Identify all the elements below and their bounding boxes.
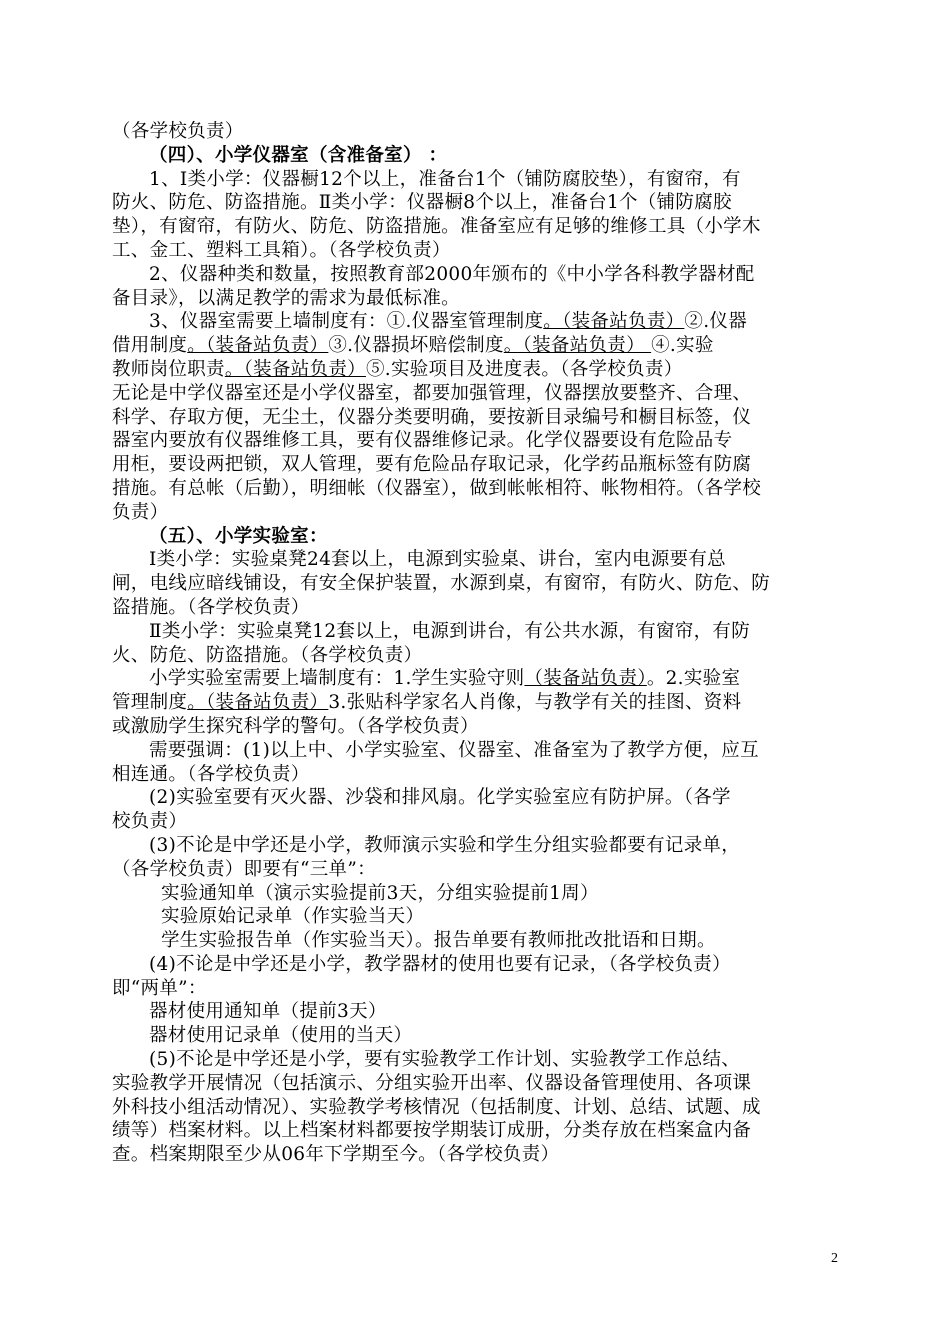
text-segment: ②.仪器	[684, 311, 748, 333]
text-segment: 科学、存取方便，无尘土，仪器分类要明确，要按新目录编号和橱目标签，仪	[112, 406, 752, 428]
text-segment: 校负责）	[112, 811, 188, 833]
underlined-note: 。（装备站负责）	[187, 692, 329, 714]
text-line	[112, 858, 842, 882]
text-segment: ④.实验	[651, 335, 714, 357]
text-segment: 用柜，要设两把锁，双人管理，要有危险品存取记录，化学药品瓶标签有防腐	[112, 454, 752, 476]
text-line	[112, 358, 842, 382]
underlined-note: （装备站负责）	[524, 668, 647, 690]
text-segment: 管理制度	[112, 692, 188, 714]
text-segment: 器材使用通知单（提前3天）	[149, 1001, 387, 1023]
text-line	[112, 453, 842, 477]
text-segment: 或激励学生探究科学的警句。（各学校负责）	[112, 715, 479, 737]
text-line	[112, 548, 842, 572]
text-line	[112, 334, 842, 358]
text-segment: (3)不论是中学还是小学，教师演示实验和学生分组实验都要有记录单，	[149, 834, 741, 856]
text-line	[112, 834, 842, 858]
underlined-note: 。（装备站负责）	[503, 335, 652, 357]
text-segment: 措施。有总帐（后勤），明细帐（仪器室），做到帐帐相符、帐物相符。（各学校	[112, 477, 762, 499]
text-segment: 负责）	[112, 501, 169, 523]
text-segment: 垫），有窗帘，有防火、防危、防盗措施。准备室应有足够的维修工具（小学木	[112, 216, 761, 238]
text-segment: 备目录》，以满足教学的需求为最低标准。	[112, 287, 460, 309]
text-line	[112, 882, 842, 906]
text-segment: 2、仪器种类和数量，按照教育部2000年颁布的《中小学各科教学器材配	[149, 263, 755, 285]
section-heading	[112, 144, 842, 168]
text-segment: （五）、小学实验室：	[149, 525, 328, 547]
text-line	[112, 310, 842, 334]
text-segment: 无论是中学仪器室还是小学仪器室，都要加强管理，仪器摆放要整齐、合理、	[112, 382, 752, 404]
text-segment: 绩等）档案材料。以上档案材料都要按学期装订成册，分类存放在档案盒内备	[112, 1120, 752, 1142]
text-segment: (2)实验室要有灭火器、沙袋和排风扇。化学实验室应有防护屏。（各学	[149, 787, 731, 809]
text-line	[112, 1000, 842, 1024]
text-line	[112, 263, 842, 287]
text-line	[112, 620, 842, 644]
text-segment: 实验原始记录单（作实验当天）	[161, 906, 425, 928]
text-line	[112, 287, 842, 311]
text-line	[112, 501, 842, 525]
text-segment: (5)不论是中学还是小学，要有实验教学工作计划、实验教学工作总结、	[149, 1049, 741, 1071]
text-line	[112, 191, 842, 215]
text-segment: 3、仪器室需要上墙制度有：①.仪器室管理制度	[149, 311, 544, 333]
text-line	[112, 1096, 842, 1120]
text-segment: (4)不论是中学还是小学，教学器材的使用也要有记录，（各学校负责）	[149, 953, 731, 975]
section-heading	[112, 525, 842, 549]
text-line	[112, 429, 842, 453]
text-line	[112, 406, 842, 430]
text-segment: Ⅱ类小学：实验桌凳12套以上，电源到讲台，有公共水源，有窗帘，有防	[149, 620, 751, 642]
text-segment: （各学校负责）	[112, 121, 244, 142]
text-line	[112, 572, 842, 596]
text-line	[112, 644, 842, 668]
text-line	[112, 977, 842, 1001]
text-line	[112, 1119, 842, 1143]
text-line	[112, 739, 842, 763]
text-segment: 需要强调：(1)以上中、小学实验室、仪器室、准备室为了教学方便，应互	[149, 739, 759, 761]
text-segment: 实验通知单（演示实验提前3天，分组实验提前1周）	[161, 882, 599, 904]
page-number: 2	[831, 1251, 838, 1266]
text-line	[112, 929, 842, 953]
text-segment: 即“两单”：	[112, 977, 207, 999]
text-line	[112, 786, 842, 810]
text-segment: 。2.实验室	[646, 668, 741, 690]
text-line	[112, 239, 842, 263]
text-line	[112, 1072, 842, 1096]
text-segment: 小学实验室需要上墙制度有：1.学生实验守则	[149, 668, 525, 690]
document-body	[112, 120, 842, 1167]
text-segment: 盗措施。（各学校负责）	[112, 596, 310, 618]
text-segment: （各学校负责）即要有“三单”：	[112, 858, 376, 880]
text-line	[112, 596, 842, 620]
text-segment: 工、金工、塑料工具箱）。（各学校负责）	[112, 239, 451, 261]
text-line	[112, 1143, 842, 1167]
text-segment: 器室内要放有仪器维修工具，要有仪器维修记录。化学仪器要设有危险品专	[112, 430, 733, 452]
text-line	[112, 120, 842, 144]
underlined-note: 。（装备站负责）	[187, 335, 329, 357]
text-segment: 学生实验报告单（作实验当天）。报告单要有教师批改批语和日期。	[161, 930, 716, 952]
text-segment: 借用制度	[112, 335, 188, 357]
text-line	[112, 715, 842, 739]
text-segment: 器材使用记录单（使用的当天）	[149, 1025, 413, 1047]
text-segment: 外科技小组活动情况）、实验教学考核情况（包括制度、计划、总结、试题、成	[112, 1096, 761, 1118]
text-segment: 相连通。（各学校负责）	[112, 763, 310, 785]
text-segment: ⑤.实验项目及进度表。（各学校负责）	[365, 358, 683, 380]
text-segment: 教师岗位职责	[112, 358, 225, 380]
text-line	[112, 168, 842, 192]
text-segment: Ⅰ类小学：实验桌凳24套以上，电源到实验桌、讲台，室内电源要有总	[149, 549, 726, 571]
text-segment: 查。档案期限至少从06年下学期至今。（各学校负责）	[112, 1144, 560, 1166]
text-segment: 火、防危、防盗措施。（各学校负责）	[112, 644, 423, 666]
text-segment: 防火、防危、防盗措施。Ⅱ类小学：仪器橱8个以上，准备台1个（铺防腐胶	[112, 192, 732, 214]
text-line	[112, 477, 842, 501]
text-segment: 闸，电线应暗线铺设，有安全保护装置，水源到桌，有窗帘，有防火、防危、防	[112, 573, 771, 595]
underlined-note: 。（装备站负责）	[543, 311, 685, 333]
underlined-note: 。（装备站负责）	[224, 358, 366, 380]
text-line	[112, 905, 842, 929]
text-line	[112, 667, 842, 691]
text-line	[112, 1024, 842, 1048]
text-line	[112, 763, 842, 787]
text-segment: 实验教学开展情况（包括演示、分组实验开出率、仪器设备管理使用、各项课	[112, 1072, 752, 1094]
text-line	[112, 691, 842, 715]
text-segment: 1、Ⅰ类小学：仪器橱12个以上，准备台1个（铺防腐胶垫），有窗帘，有	[149, 168, 741, 190]
text-line	[112, 953, 842, 977]
text-line	[112, 215, 842, 239]
text-line	[112, 810, 842, 834]
text-line	[112, 1048, 842, 1072]
text-line	[112, 382, 842, 406]
text-segment: ③.仪器损坏赔偿制度	[328, 335, 504, 357]
text-segment: （四）、小学仪器室（含准备室） ：	[149, 144, 448, 166]
text-segment: 3.张贴科学家名人肖像，与教学有关的挂图、资料	[328, 692, 742, 714]
